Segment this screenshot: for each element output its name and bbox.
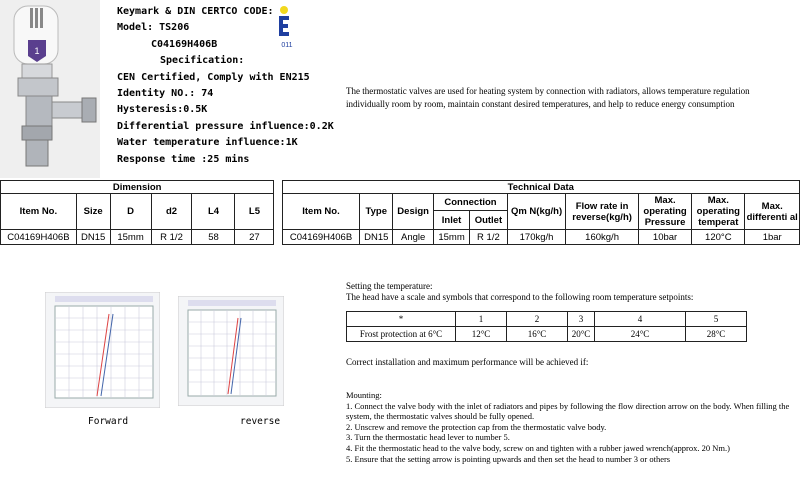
table-cell: 120°C — [692, 230, 745, 245]
col-max-pressure: Max. operating Pressure — [638, 194, 691, 230]
product-description: The thermostatic valves are used for heating system by connection with radiators, allows temperature regulation individually room by room, maintain constant desired temperatures, and help to reduce energy consumption — [346, 86, 750, 109]
setpoint-symbol: 4 — [595, 312, 686, 327]
table-cell: R 1/2 — [151, 230, 192, 245]
table-cell: 58 — [192, 230, 235, 245]
water-temperature-influence: Water temperature influence:1K — [117, 137, 298, 149]
setpoint-value: 12°C — [456, 327, 507, 342]
table-cell: 1bar — [745, 230, 800, 245]
table-row — [347, 312, 747, 327]
connection-header: Connection — [434, 194, 508, 211]
col-item-no: Item No. — [1, 194, 77, 230]
col-tech-item-no: Item No. — [282, 194, 360, 230]
setpoint-symbol: 5 — [686, 312, 747, 327]
specification-heading: Specification: — [160, 55, 245, 67]
cen-certified: CEN Certified, Comply with EN215 — [117, 71, 310, 83]
col-outlet: Outlet — [469, 211, 507, 230]
setpoint-symbol: 1 — [456, 312, 507, 327]
certification-logo — [276, 6, 300, 50]
setpoint-symbol: 2 — [507, 312, 568, 327]
col-d2: d2 — [151, 194, 192, 230]
col-qm: Qm N(kg/h) — [507, 194, 565, 230]
setpoint-value: 28°C — [686, 327, 747, 342]
forward-chart-image — [45, 292, 160, 408]
col-max-temperature: Max. operating temperat — [692, 194, 745, 230]
col-max-differential: Max. differenti al — [745, 194, 800, 230]
col-l5: L5 — [235, 194, 274, 230]
table-cell: 27 — [235, 230, 274, 245]
table-cell: 15mm — [110, 230, 151, 245]
col-inlet: Inlet — [434, 211, 470, 230]
forward-caption: Forward — [88, 416, 129, 427]
cert-logo-text: 011 — [281, 42, 293, 49]
table-cell: 10bar — [638, 230, 691, 245]
settings-intro: The head have a scale and symbols that correspond to the following room temperature setpoints: — [346, 292, 694, 302]
table-cell: 160kg/h — [566, 230, 639, 245]
knob-label: 1 — [34, 46, 40, 56]
setpoint-value: Frost protection at 6°C — [347, 327, 456, 342]
specs-block — [117, 4, 334, 168]
table-cell: 170kg/h — [507, 230, 565, 245]
technical-table — [0, 180, 800, 245]
settings-section — [346, 281, 786, 303]
model-code: C04169H406B — [151, 38, 218, 50]
technical-header: Technical Data — [282, 181, 799, 194]
mounting-heading: Mounting: — [346, 390, 382, 400]
setpoint-value: 16°C — [507, 327, 568, 342]
table-cell: R 1/2 — [469, 230, 507, 245]
mounting-step: 5. Ensure that the setting arrow is pointing upwards and then set the head to number 3 or others — [346, 453, 671, 464]
settings-heading: Setting the temperature: — [346, 281, 433, 291]
table-cell: C04169H406B — [282, 230, 360, 245]
differential-pressure: Differential pressure influence:0.2K — [117, 120, 334, 132]
setpoint-symbol: 3 — [568, 312, 595, 327]
mounting-step: 2. Unscrew and remove the protection cap from the thermostatic valve body. — [346, 421, 607, 432]
table-cell: 15mm — [434, 230, 470, 245]
col-type: Type — [360, 194, 393, 230]
correct-installation-note: Correct installation and maximum performance will be achieved if: — [346, 357, 589, 367]
col-design: Design — [393, 194, 434, 230]
setpoint-value: 24°C — [595, 327, 686, 342]
setpoint-value: 20°C — [568, 327, 595, 342]
keymark-code: Keymark & DIN CERTCO CODE: — [117, 6, 274, 17]
reverse-caption: reverse — [240, 416, 281, 427]
reverse-chart-image — [178, 296, 284, 406]
col-flow-rate: Flow rate in reverse(kg/h) — [566, 194, 639, 230]
col-size: Size — [76, 194, 110, 230]
mounting-step: 3. Turn the thermostatic head lever to number 5. — [346, 432, 510, 443]
table-row — [347, 327, 747, 342]
mounting-step: 1. Connect the valve body with the inlet of radiators and pipes by following the flow direction arrow on the body. When filling the system, the thermostatic valves should be fully opened. — [346, 400, 790, 422]
table-cell: DN15 — [76, 230, 110, 245]
hysteresis: Hysteresis:0.5K — [117, 104, 208, 116]
table-row — [1, 230, 800, 245]
response-time: Response time :25 mins — [117, 153, 250, 165]
dimension-header: Dimension — [1, 181, 274, 194]
model-name: Model: TS206 — [117, 22, 190, 34]
col-d: D — [110, 194, 151, 230]
mounting-section — [346, 390, 791, 464]
setpoint-table — [346, 311, 747, 342]
mounting-step: 4. Fit the thermostatic head to the valve body, screw on and tighten with a rubber jawed wrench(approx. 20 Nm.) — [346, 442, 730, 453]
product-photo — [0, 0, 100, 178]
table-cell: DN15 — [360, 230, 393, 245]
identity-number: Identity NO.: 74 — [117, 88, 214, 100]
table-cell: Angle — [393, 230, 434, 245]
col-l4: L4 — [192, 194, 235, 230]
setpoint-symbol: * — [347, 312, 456, 327]
table-cell: C04169H406B — [1, 230, 77, 245]
